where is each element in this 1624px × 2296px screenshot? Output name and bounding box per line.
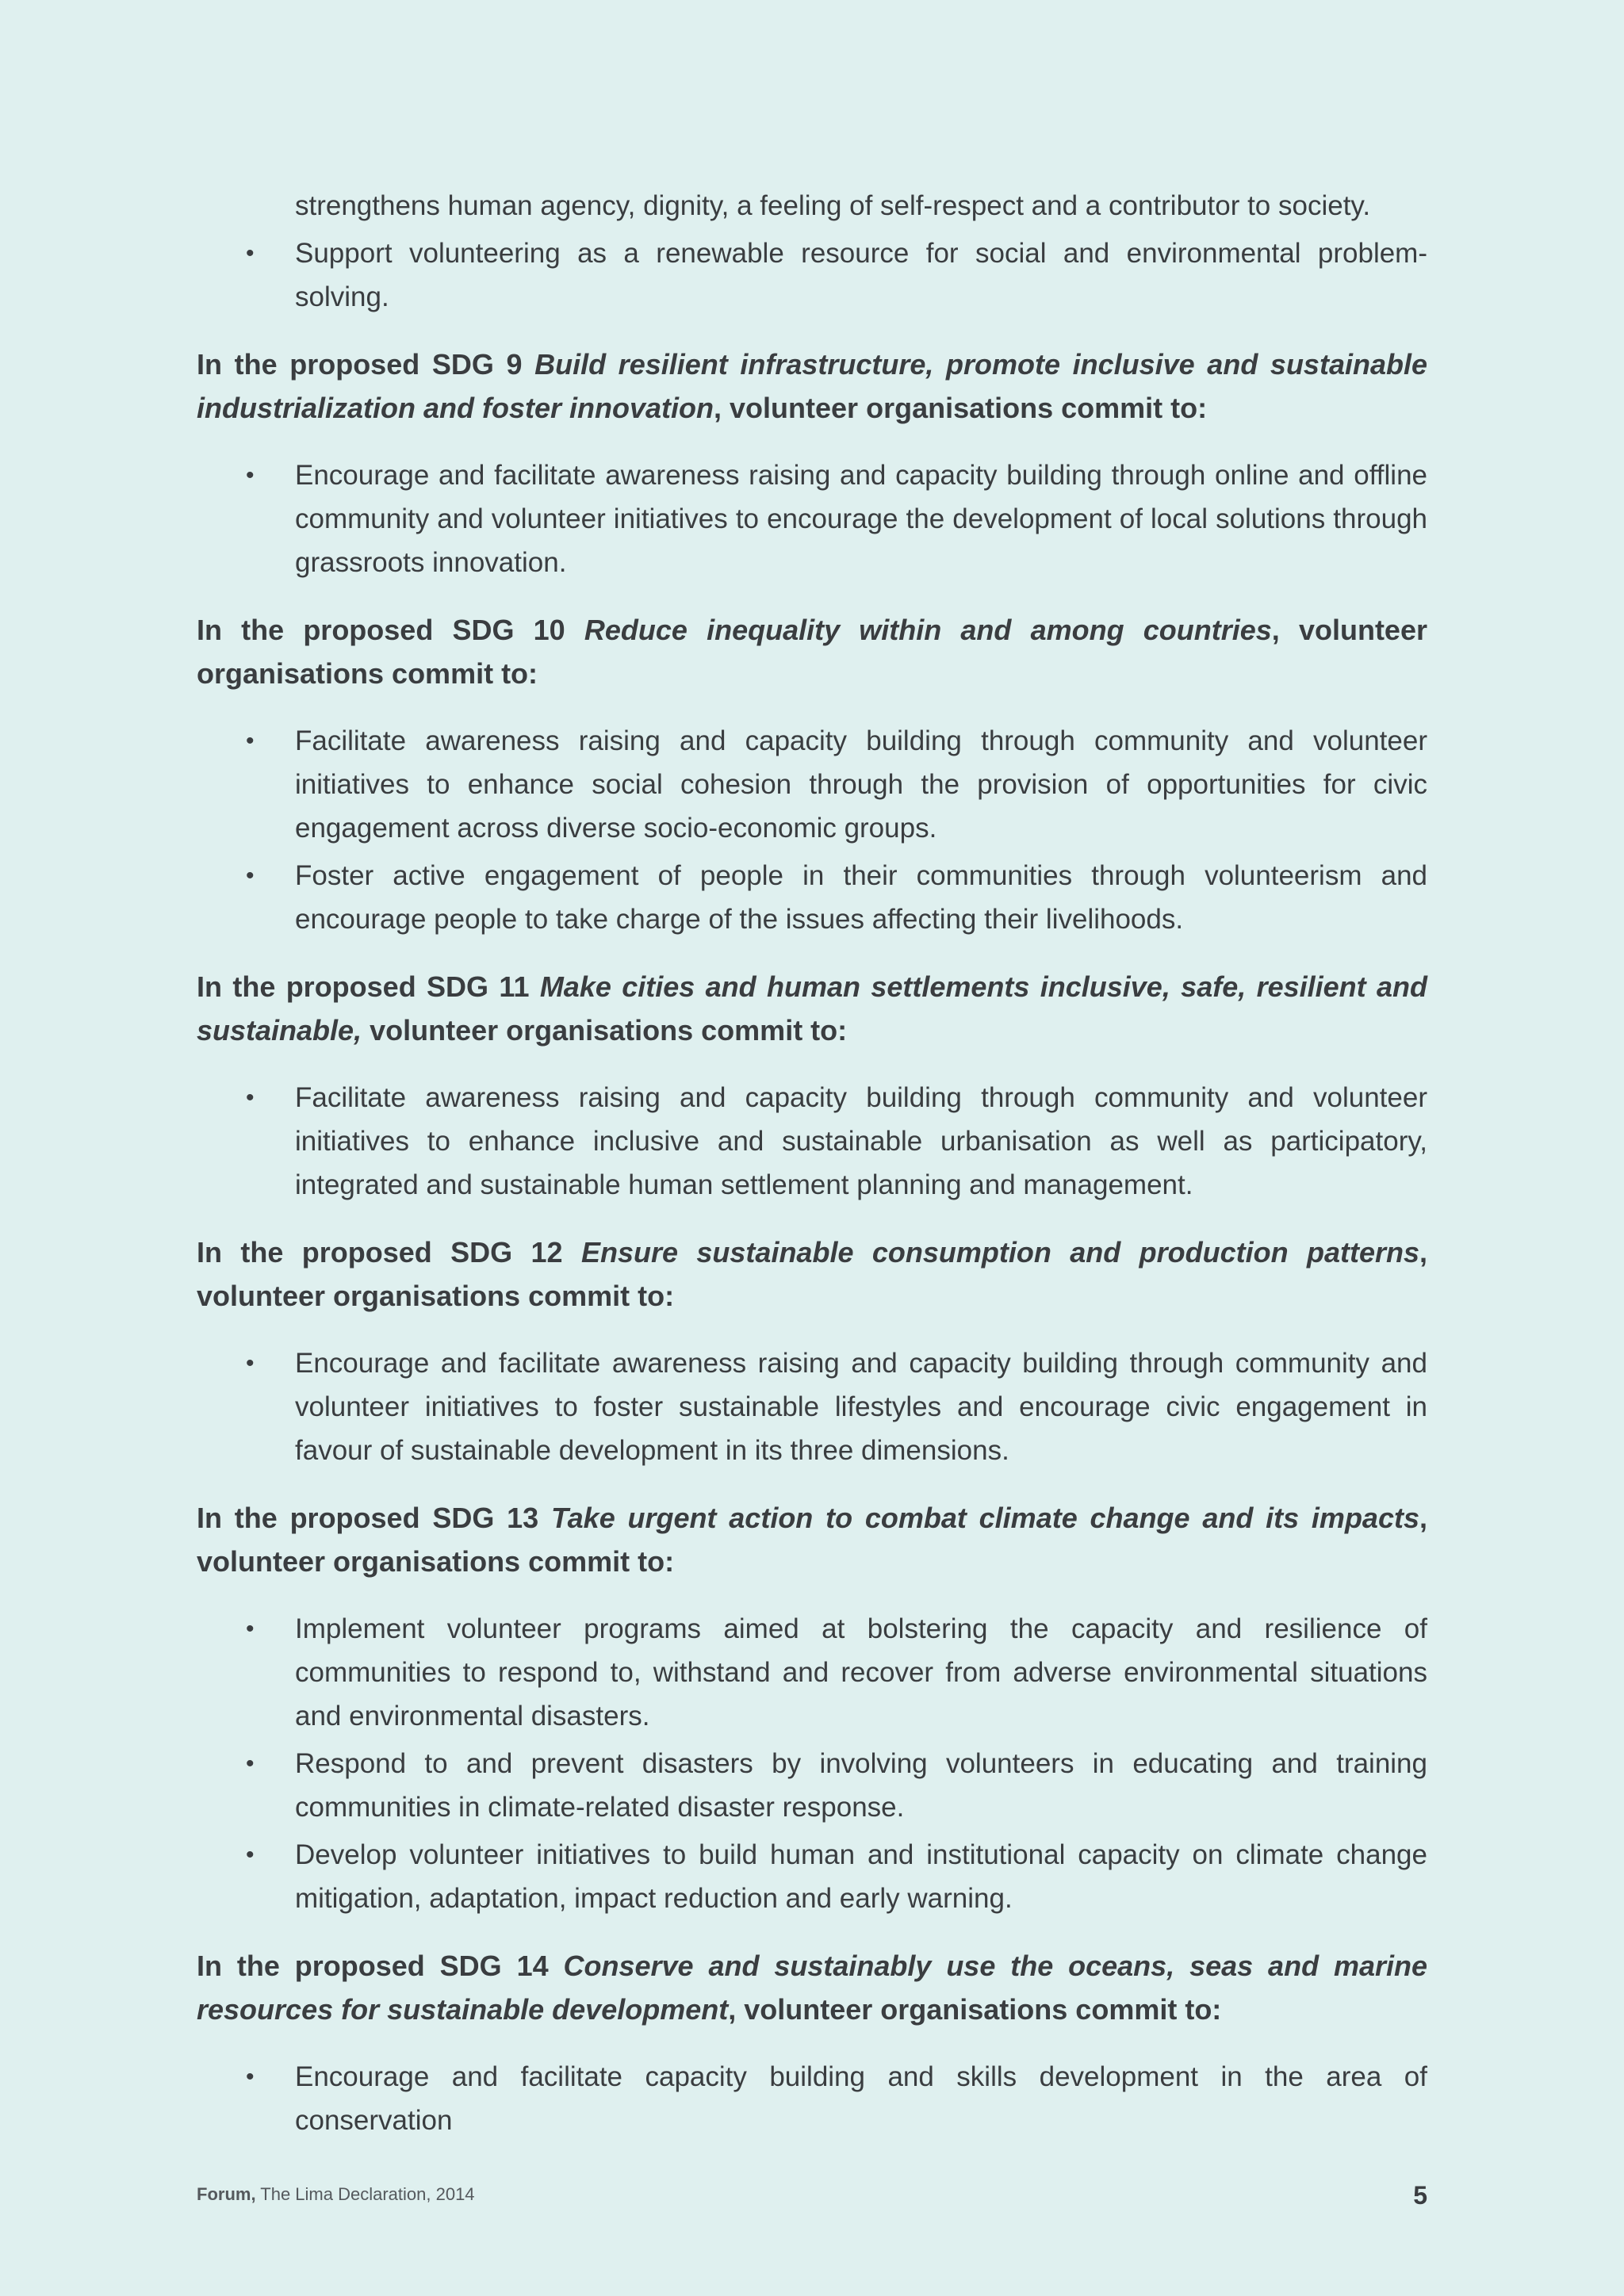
bullet-list-sdg-12 [197, 1341, 1427, 1472]
bullet-icon: • [246, 728, 255, 754]
page-footer [197, 2181, 1427, 2216]
bullet-item [197, 854, 1427, 941]
bullet-item [197, 232, 1427, 319]
goal-title: Make cities and human settlements inclusive, safe, resilient and sustainable, [197, 970, 1427, 1047]
bullet-item [197, 453, 1427, 584]
bullet-list-sdg-14 [197, 2055, 1427, 2142]
bullet-item [197, 1076, 1427, 1207]
goal-title: Build resilient infrastructure, promote inclusive and sustainable industrialization and foster innovation [197, 348, 1427, 424]
bullet-icon: • [246, 1842, 255, 1868]
intro-bullet-list [197, 232, 1427, 319]
bullet-item [197, 1833, 1427, 1920]
bullet-icon: • [246, 462, 255, 488]
heading-prefix: In the proposed SDG 12 [197, 1236, 581, 1269]
document-body [197, 184, 1427, 2146]
bullet-text: Foster active engagement of people in their communities through volunteerism and encourage people to take charge of the issues affecting their livelihoods. [295, 860, 1427, 935]
bullet-text: Facilitate awareness raising and capacity building through community and volunteer initiatives to enhance social cohesion through the provision of opportunities for civic engagement across diverse socio-economic groups. [295, 725, 1427, 844]
page-number: 5 [1413, 2181, 1427, 2210]
bullet-icon: • [246, 2064, 255, 2090]
bullet-icon: • [246, 1085, 255, 1111]
heading-prefix: In the proposed SDG 14 [197, 1950, 564, 1982]
bullet-icon: • [246, 863, 255, 889]
goal-title: Ensure sustainable consumption and production patterns [580, 1236, 1419, 1269]
heading-suffix: , volunteer organisations commit to: [714, 392, 1208, 424]
bullet-icon: • [246, 1616, 255, 1642]
bullet-icon: • [246, 240, 255, 266]
section-heading-sdg-11 [197, 965, 1427, 1052]
heading-suffix: , volunteer organisations commit to: [197, 614, 1427, 690]
footer-source [197, 2184, 475, 2204]
bullet-item [197, 1607, 1427, 1738]
heading-suffix: , volunteer organisations commit to: [728, 1993, 1222, 2026]
bullet-text: Facilitate awareness raising and capacity building through community and volunteer initiatives to enhance inclusive and sustainable urbanisation as well as participatory, integrated and sustainable human settlement planning and management. [295, 1082, 1427, 1200]
bullet-list-sdg-13 [197, 1607, 1427, 1920]
footer-source-bold: Forum, [197, 2184, 256, 2204]
continued-bullet-text: strengthens human agency, dignity, a feeling of self-respect and a contributor to society. [295, 190, 1371, 221]
bullet-list-sdg-11 [197, 1076, 1427, 1207]
heading-prefix: In the proposed SDG 10 [197, 614, 584, 646]
bullet-item [197, 2055, 1427, 2142]
bullet-text: Encourage and facilitate awareness raising and capacity building through community and volunteer initiatives to foster sustainable lifestyles and encourage civic engagement in favour of sustainable development in its three dimensions. [295, 1348, 1427, 1466]
bullet-text: Support volunteering as a renewable resource for social and environmental problem-solving. [295, 238, 1427, 312]
bullet-icon: • [246, 1751, 255, 1777]
bullet-text: Develop volunteer initiatives to build human and institutional capacity on climate change mitigation, adaptation, impact reduction and early warning. [295, 1839, 1427, 1914]
bullet-list-sdg-9 [197, 453, 1427, 584]
bullet-text: Respond to and prevent disasters by involving volunteers in educating and training communities in climate-related disaster response. [295, 1748, 1427, 1823]
goal-title: Take urgent action to combat climate change and its impacts [551, 1502, 1419, 1534]
footer-source-text: The Lima Declaration, 2014 [255, 2184, 475, 2204]
bullet-text: Implement volunteer programs aimed at bolstering the capacity and resilience of communities to respond to, withstand and recover from adverse environmental situations and environmental disasters. [295, 1613, 1427, 1732]
heading-suffix: , volunteer organisations commit to: [197, 1236, 1427, 1312]
heading-prefix: In the proposed SDG 13 [197, 1502, 551, 1534]
bullet-text: Encourage and facilitate awareness raising and capacity building through online and offline community and volunteer initiatives to encourage the development of local solutions through grassroots innovation. [295, 460, 1427, 578]
section-heading-sdg-12 [197, 1230, 1427, 1318]
heading-prefix: In the proposed SDG 9 [197, 348, 535, 381]
section-heading-sdg-10 [197, 608, 1427, 695]
heading-prefix: In the proposed SDG 11 [197, 970, 540, 1003]
heading-suffix: volunteer organisations commit to: [362, 1014, 848, 1047]
goal-title: Conserve and sustainably use the oceans, seas and marine resources for sustainable development [197, 1950, 1428, 2026]
section-heading-sdg-14 [197, 1944, 1427, 2031]
goal-title: Reduce inequality within and among countries [584, 614, 1272, 646]
bullet-item [197, 719, 1427, 850]
section-heading-sdg-9 [197, 342, 1427, 430]
bullet-icon: • [246, 1350, 255, 1376]
heading-suffix: , volunteer organisations commit to: [197, 1502, 1427, 1578]
bullet-text: Encourage and facilitate capacity building and skills development in the area of conservation [295, 2061, 1427, 2136]
section-heading-sdg-13 [197, 1496, 1427, 1583]
bullet-list-sdg-10 [197, 719, 1427, 941]
bullet-item [197, 1742, 1427, 1829]
bullet-item [197, 1341, 1427, 1472]
